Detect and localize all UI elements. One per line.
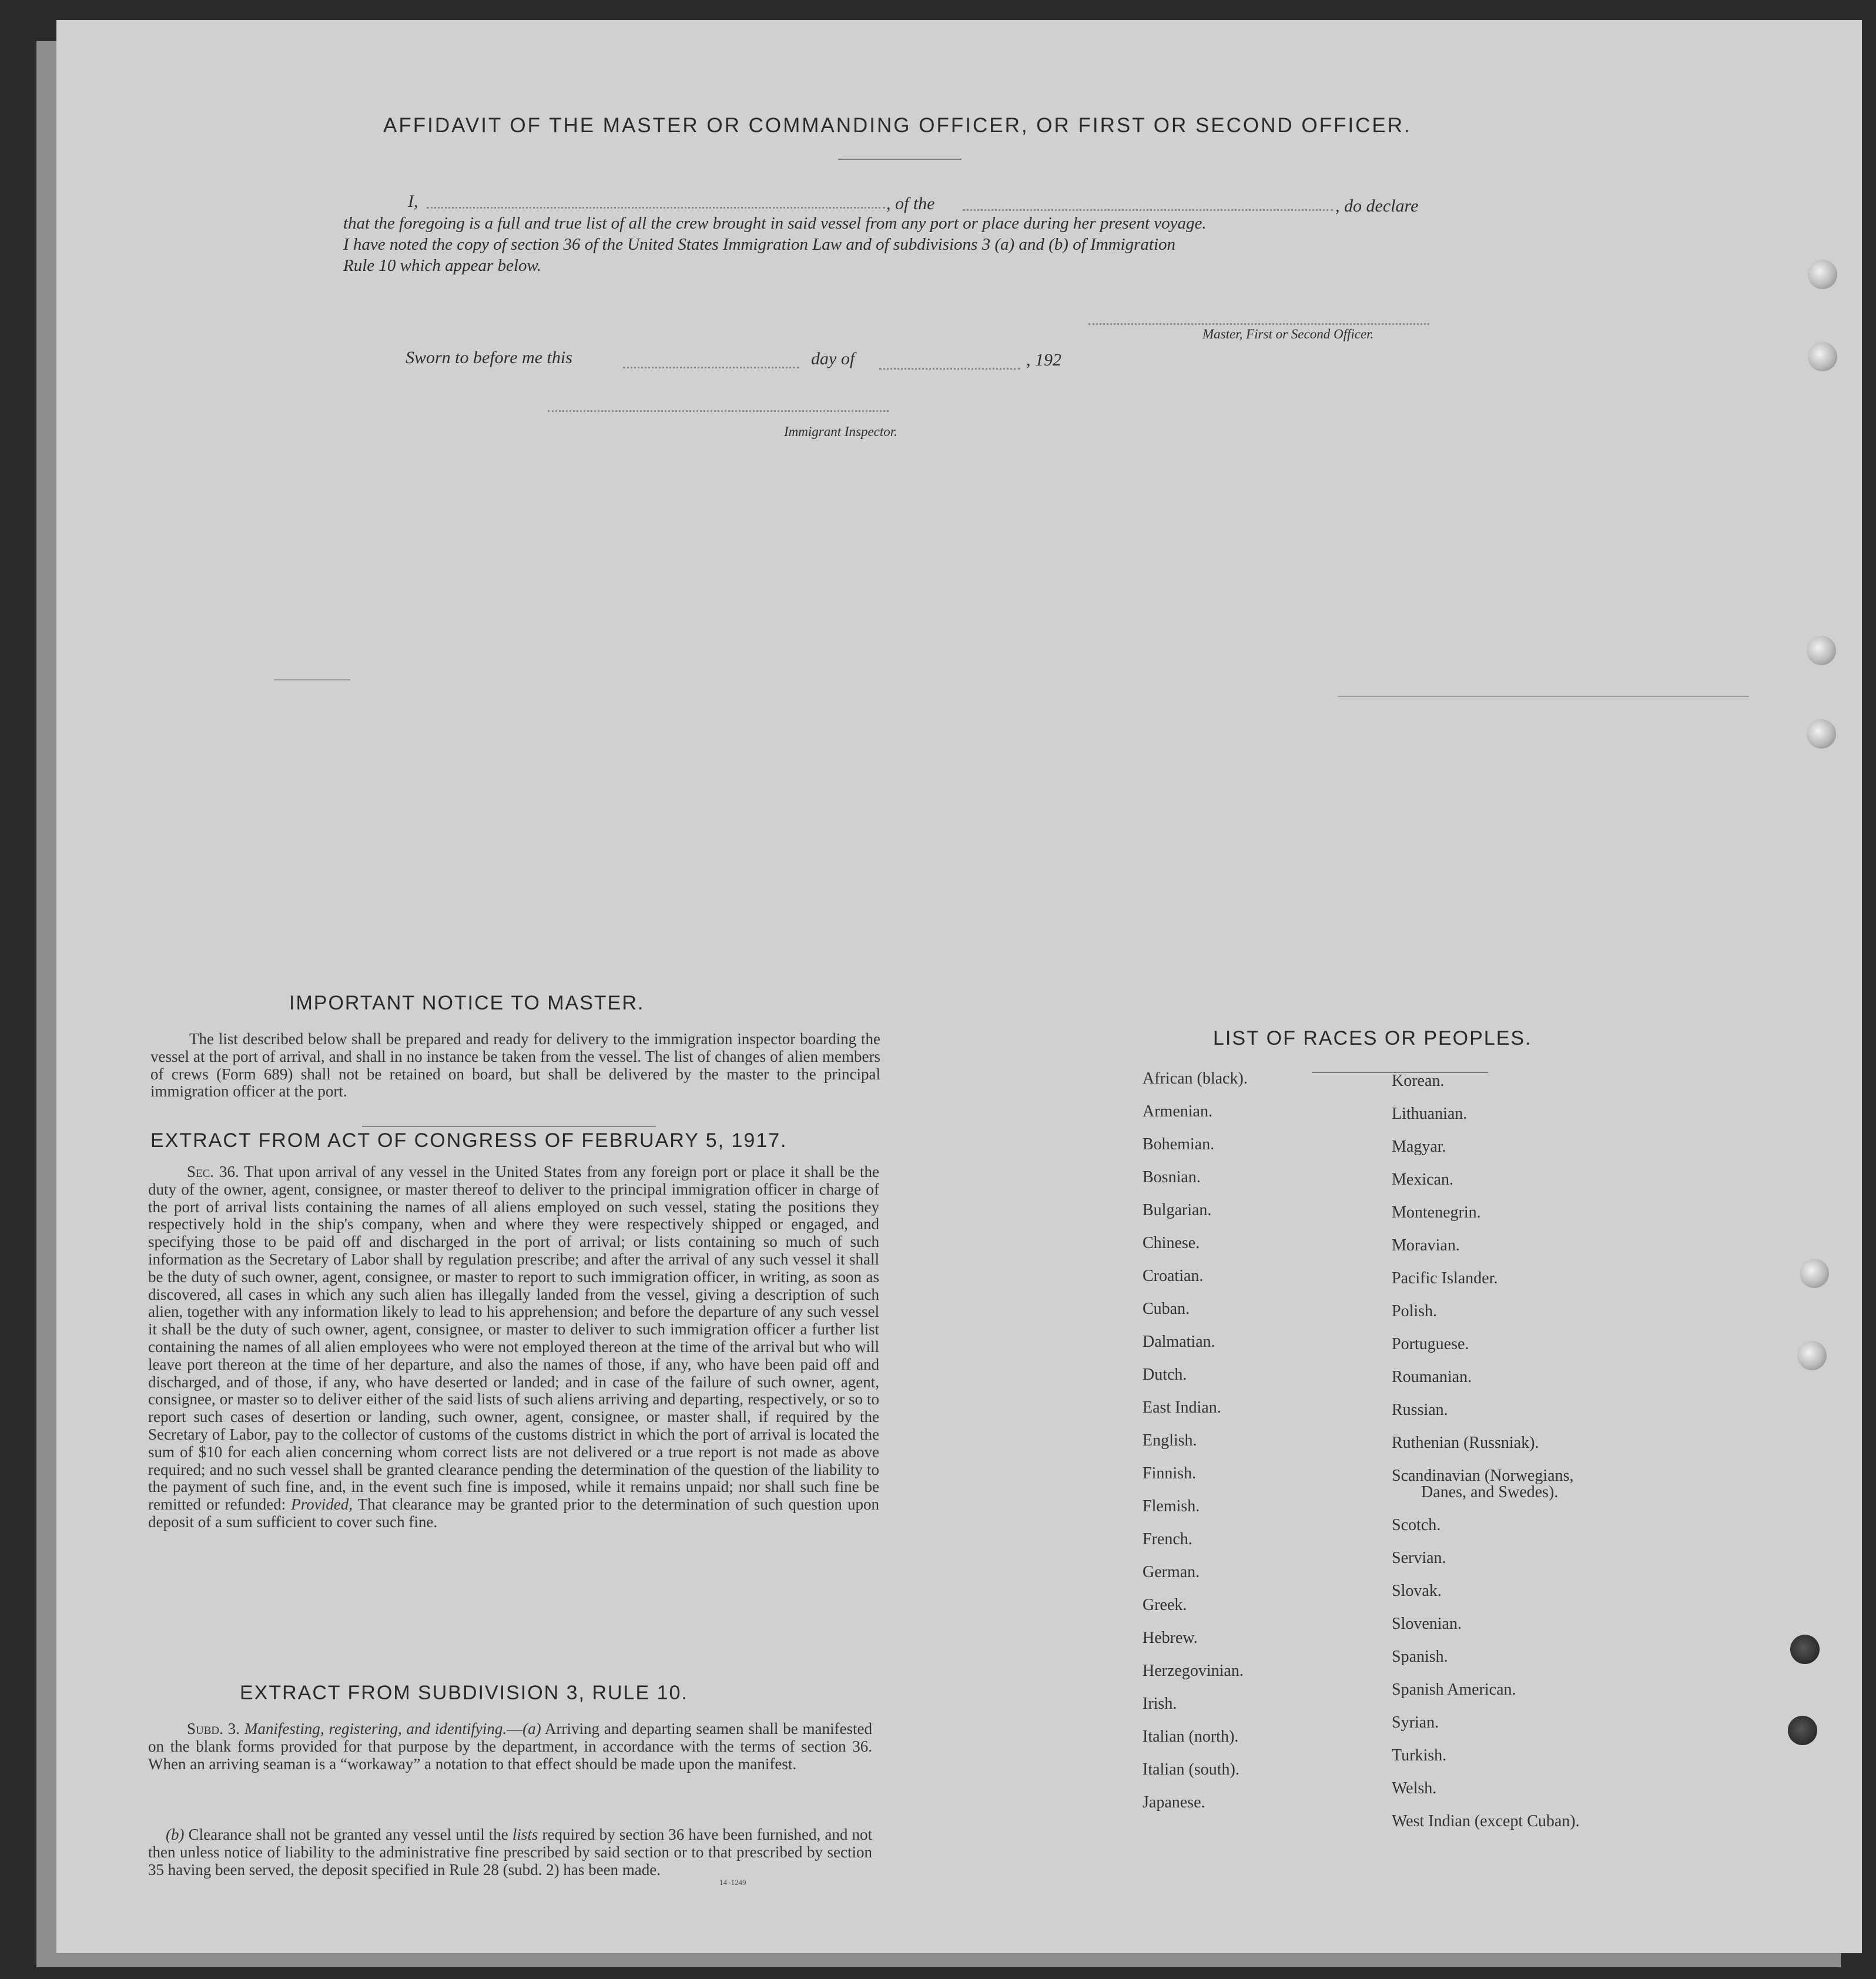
race-item: Dalmatian. [1143, 1333, 1215, 1351]
race-item: Mexican. [1392, 1170, 1453, 1189]
notice-heading: IMPORTANT NOTICE TO MASTER. [289, 992, 645, 1014]
race-item: German. [1143, 1563, 1200, 1581]
punch-hole [1808, 342, 1837, 371]
affidavit-body-line: that the foregoing is a full and true list of all the crew brought in said vessel from any port or place during her present voyage. [343, 214, 1207, 233]
name-blank[interactable] [427, 207, 885, 209]
race-item: Armenian. [1143, 1102, 1212, 1121]
race-item: Korean. [1392, 1072, 1445, 1090]
para-a-label: (a) [522, 1720, 541, 1738]
para-b-text-1: Clearance shall not be granted any vessel until the [188, 1826, 508, 1843]
race-item: Cuban. [1143, 1300, 1190, 1318]
race-item: Ruthenian (Russniak). [1392, 1434, 1539, 1452]
punch-hole [1808, 260, 1837, 289]
subd-label: Subd. 3. [187, 1720, 240, 1738]
master-signature-line[interactable] [1088, 323, 1429, 325]
para-b-text-2: required by section 36 have been furnished, and not then unless notice of liability to the administrative fine prescribed by said section or to that prescribed by section 35 having been served, the deposit specified in Rule 28 (subd. 2) has been made. [148, 1826, 872, 1879]
sworn-day-of: day of [811, 349, 855, 368]
race-item: Dutch. [1143, 1366, 1187, 1384]
races-left-column [1143, 1062, 1248, 1819]
race-item: Slovak. [1392, 1582, 1442, 1600]
punch-hole [1790, 1635, 1820, 1664]
form-code: 14–1249 [719, 1878, 746, 1887]
race-item: African (black). [1143, 1069, 1248, 1088]
rule-para-b [148, 1826, 872, 1879]
punch-hole [1807, 719, 1836, 749]
race-item: Bulgarian. [1143, 1201, 1212, 1219]
race-item: French. [1143, 1530, 1192, 1548]
punch-hole [1788, 1716, 1817, 1745]
master-caption: Master, First or Second Officer. [1202, 327, 1374, 341]
affidavit-body-line: I have noted the copy of section 36 of the United States Immigration Law and of subdivisions 3 (a) and (b) of Immigration [343, 235, 1176, 254]
race-item: Italian (south). [1143, 1760, 1240, 1779]
vessel-blank[interactable] [963, 209, 1333, 211]
extract-act-text [148, 1163, 879, 1531]
punch-hole [1800, 1259, 1829, 1288]
race-item: Chinese. [1143, 1234, 1200, 1252]
race-item: Spanish American. [1392, 1681, 1516, 1699]
race-item: Italian (north). [1143, 1728, 1239, 1746]
section-rule [362, 1126, 656, 1127]
sworn-year: , 192 [1026, 350, 1061, 370]
bleed-through-rule [1338, 696, 1749, 697]
race-item: Danes, and Swedes). [1421, 1483, 1559, 1501]
sec-label: Sec. 36. [187, 1163, 239, 1180]
race-item: Greek. [1143, 1596, 1187, 1614]
punch-hole [1797, 1341, 1827, 1370]
race-item: English. [1143, 1431, 1197, 1450]
sworn-text: Sworn to before me this [406, 348, 572, 367]
affidavit-heading: AFFIDAVIT OF THE MASTER OR COMMANDING OFFICER, OR FIRST OR SECOND OFFICER. [383, 114, 1412, 137]
affidavit-declare: , do declare [1335, 196, 1419, 216]
rule-para-a: Subd. 3. Manifesting, registering, and identifying.—(a) Arriving and departing seamen shall be manifested on the blank forms provided for that purpose by the department, in accordance with the terms of section 36. When an arriving seaman is a “workaway” a notation to that effect should be made upon the manifest. [148, 1720, 872, 1773]
sec-body-end: That clearance may be granted prior to the determination of such question upon deposit of a sum sufficient to cover such fine. [148, 1495, 880, 1531]
race-item: West Indian (except Cuban). [1392, 1812, 1580, 1830]
provided-word: Provided, [291, 1495, 353, 1514]
subd-title: Manifesting, registering, and identifying. [244, 1720, 507, 1738]
race-item: Portuguese. [1392, 1335, 1469, 1353]
races-right-column [1392, 1065, 1580, 1838]
race-item: Bosnian. [1143, 1168, 1201, 1186]
para-b-lists: lists [512, 1826, 538, 1843]
affidavit-of-the: , of the [886, 194, 935, 213]
affidavit-i: I, [408, 192, 418, 211]
race-item: Scotch. [1392, 1516, 1441, 1534]
punch-hole [1807, 636, 1836, 665]
race-item: Flemish. [1143, 1497, 1200, 1515]
race-item: Pacific Islander. [1392, 1269, 1498, 1287]
race-item: Syrian. [1392, 1713, 1439, 1732]
race-item: Finnish. [1143, 1464, 1197, 1482]
extract-rule-heading: EXTRACT FROM SUBDIVISION 3, RULE 10. [240, 1682, 688, 1704]
race-item: Irish. [1143, 1695, 1177, 1713]
race-item: Polish. [1392, 1302, 1438, 1320]
extract-act-heading: EXTRACT FROM ACT OF CONGRESS OF FEBRUARY 5, 1917. [150, 1129, 788, 1152]
sec-body: That upon arrival of any vessel in the United States from any foreign port or place it shall be the duty of the owner, agent, consignee, or master thereof to deliver to the principal immigration officer in charge of the port of arrival lists containing the names of all aliens employed on such vessel, stating the positions they respectively hold in the ship's company, when and where they were respectively shipped or engaged, and specifying those to be paid off and discharged in the port of arrival; or lists containing so much of such information as the Secretary of Labor shall by regulation prescribe; and after the arrival of any such vessel it shall be the duty of such owner, agent, consignee, or master to report to such immigration officer, in writing, as soon as discovered, all cases in which any such alien has illegally landed from the vessel, giving a description of such alien, together with any information likely to lead to his apprehension; and before the departure of any such vessel it shall be the duty of such owner, agent, consignee, or master to deliver to such immigration officer a further list containing the names of all alien employees who were not employed thereon at the time of the arrival but who will leave port thereon at the time of her departure, and also the names of those, if any, who have been paid off and discharged, and of those, if any, who have deserted or landed; and in case of the failure of such owner, agent, consignee, or master so to deliver either of the said lists of such aliens arriving and departing, respectively, or so to report such cases of desertion or landing, such owner, agent, consignee, or master shall, if required by the Secretary of Labor, pay to the collector of customs of the customs district in which the port of arrival is located the sum of $10 for each alien concerning whom correct lists are not delivered or a true report is not made as above required; and no such vessel shall be granted clearance pending the determination of the question of the liability to the payment of such fine, and, in the event such fine is imposed, while it remains unpaid; nor shall such fine be remitted or refunded: [148, 1163, 880, 1514]
race-item: Russian. [1392, 1401, 1448, 1419]
race-item: Magyar. [1392, 1138, 1446, 1156]
affidavit-body-line: Rule 10 which appear below. [343, 256, 541, 275]
race-item: Montenegrin. [1392, 1203, 1481, 1222]
race-item: Welsh. [1392, 1779, 1437, 1797]
race-item: Spanish. [1392, 1648, 1448, 1666]
race-item: Hebrew. [1143, 1629, 1198, 1647]
inspector-signature-line[interactable] [548, 410, 889, 412]
inspector-caption: Immigrant Inspector. [784, 424, 897, 439]
heading-rule [838, 159, 962, 160]
sworn-month-blank[interactable] [879, 368, 1020, 370]
notice-text: The list described below shall be prepared and ready for delivery to the immigration inspector boarding the vessel at the port of arrival, and shall in no instance be taken from the vessel. The list of changes of alien members of crews (Form 689) shall not be retained on board, but shall be delivered by the master to the principal immigration officer at the port. [150, 1030, 880, 1101]
race-item: Croatian. [1143, 1267, 1204, 1285]
race-item: Moravian. [1392, 1236, 1460, 1255]
sworn-day-blank[interactable] [623, 367, 799, 368]
race-item: Bohemian. [1143, 1135, 1215, 1153]
race-item: Scandinavian (Norwegians, [1392, 1467, 1574, 1485]
race-item: Servian. [1392, 1549, 1446, 1567]
race-item: East Indian. [1143, 1398, 1221, 1417]
bleed-through-rule [274, 679, 350, 680]
race-item: Roumanian. [1392, 1368, 1472, 1386]
para-b-label: (b) [166, 1826, 185, 1843]
race-item: Slovenian. [1392, 1615, 1462, 1633]
para-a-text: Arriving and departing seamen shall be manifested on the blank forms provided for that purpose by the department, in accordance with the terms of section 36. When an arriving seaman is a “workaway” a notation to that effect should be made upon the manifest. [148, 1720, 872, 1773]
race-item: Herzegovinian. [1143, 1662, 1244, 1680]
race-item: Turkish. [1392, 1746, 1447, 1765]
race-item: Japanese. [1143, 1793, 1205, 1812]
races-heading: LIST OF RACES OR PEOPLES. [1213, 1027, 1532, 1049]
race-item: Lithuanian. [1392, 1105, 1468, 1123]
manifest-page [56, 20, 1862, 1953]
